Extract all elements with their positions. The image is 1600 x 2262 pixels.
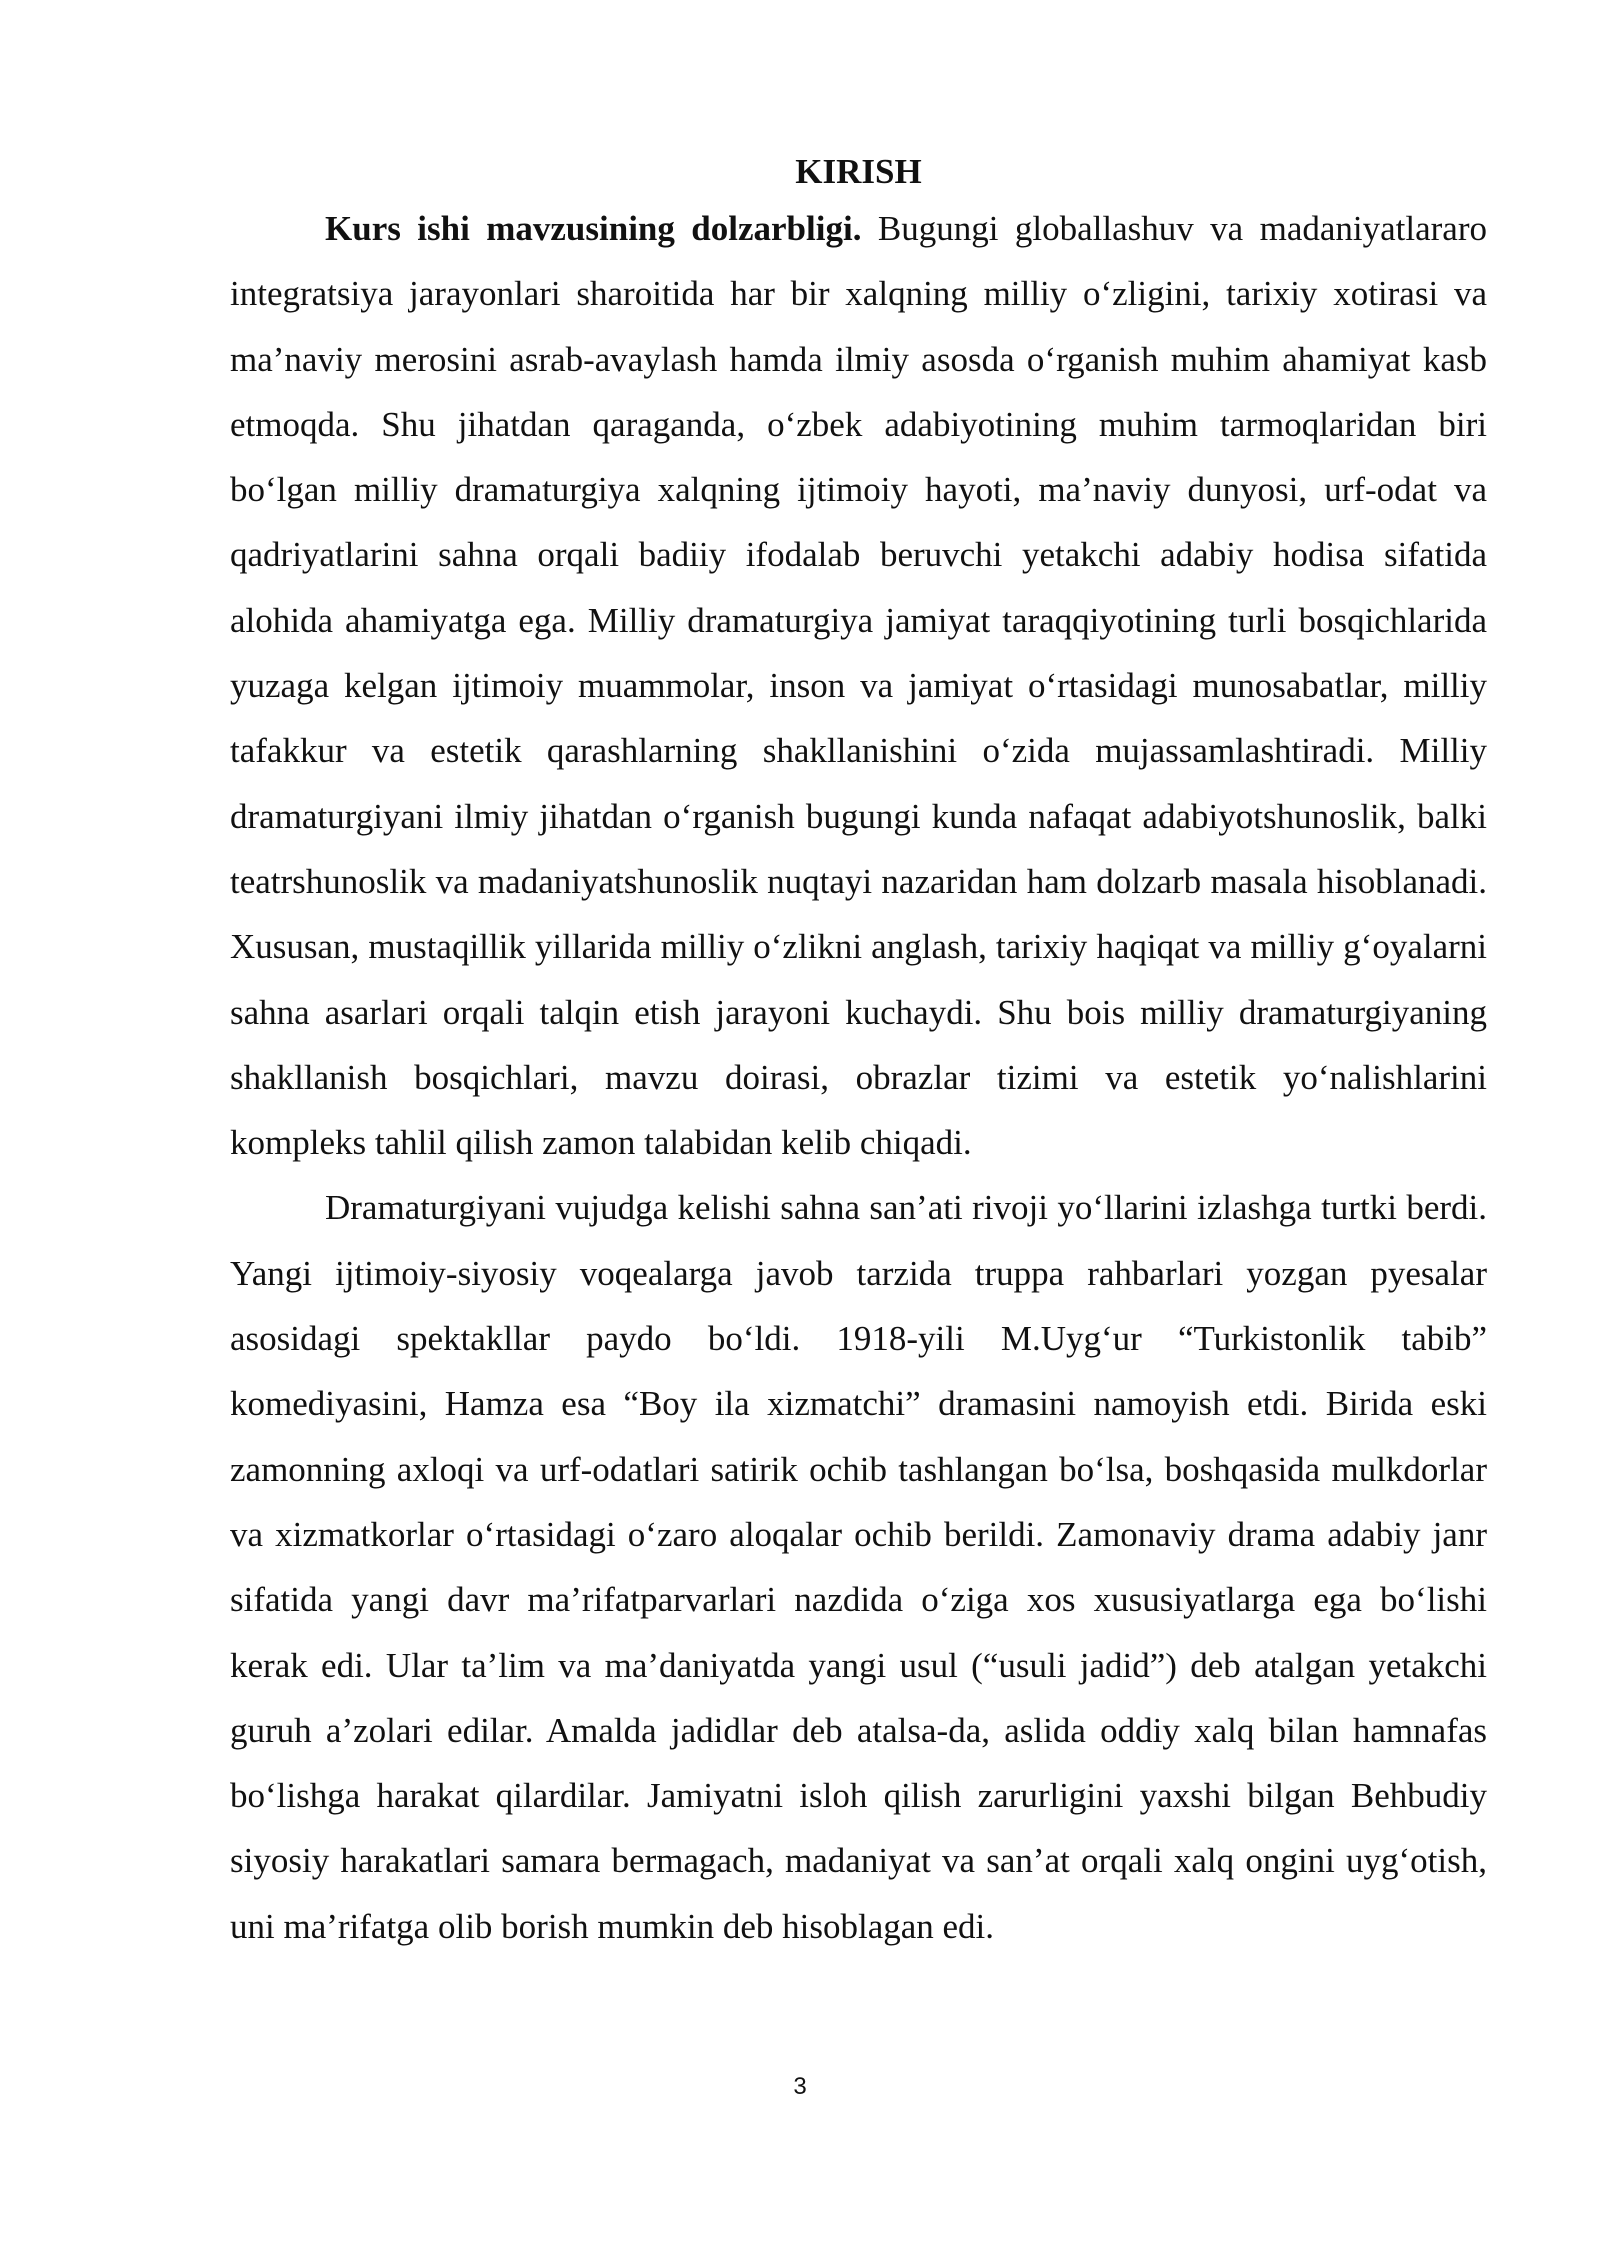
paragraph-relevance <box>230 196 1487 1175</box>
paragraph-lead: Kurs ishi mavzusining dolzarbligi. <box>325 209 862 248</box>
paragraph-dramaturgy <box>230 1175 1487 1959</box>
page-number: 3 <box>793 2073 807 2100</box>
paragraph-text: Dramaturgiyani vujudga kelishi sahna san’ati rivoji yo‘llarini izlashga turtki berdi. Yangi ijtimoiy-siyosiy voqealarga javob tarzida truppa rahbarlari yozgan pyesalar asosidagi spektakllar paydo bo‘ldi. 1918-yili M.Uyg‘ur “Turkistonlik tabib” komediyasini, Hamza esa “Boy ila xizmatchi” dramasini namoyish etdi. Birida eski zamonning axloqi va urf-odatlari satirik ochib tashlangan bo‘lsa, boshqasida mulkdorlar va xizmatkorlar o‘rtasidagi o‘zaro aloqalar ochib berildi. Zamonaviy drama adabiy janr sifatida yangi davr ma’rifatparvarlari nazdida o‘ziga xos xususiyatlarga ega bo‘lishi kerak edi. Ular ta’lim va ma’daniyatda yangi usul (“usuli jadid”) deb atalgan yetakchi guruh a’zolari edilar. Amalda jadidlar deb atalsa-da, aslida oddiy xalq bilan hamnafas bo‘lishga harakat qilardilar. Jamiyatni isloh qilish zarurligini yaxshi bilgan Behbudiy siyosiy harakatlari samara bermagach, madaniyat va san’at orqali xalq ongini uyg‘otish, uni ma’rifatga olib borish mumkin deb hisoblagan edi. <box>230 1188 1487 1946</box>
section-heading: KIRISH <box>795 152 922 191</box>
paragraph-text: Bugungi globallashuv va madaniyatlararo integratsiya jarayonlari sharoitida har bir xalqning milliy o‘zligini, tarixiy xotirasi va ma’naviy merosini asrab-avaylash hamda ilmiy asosda o‘rganish muhim ahamiyat kasb etmoqda. Shu jihatdan qaraganda, o‘zbek adabiyotining muhim tarmoqlaridan biri bo‘lgan milliy dramaturgiya xalqning ijtimoiy hayoti, ma’naviy dunyosi, urf-odat va qadriyatlarini sahna orqali badiiy ifodalab beruvchi yetakchi adabiy hodisa sifatida alohida ahamiyatga ega. Milliy dramaturgiya jamiyat taraqqiyotining turli bosqichlarida yuzaga kelgan ijtimoiy muammolar, inson va jamiyat o‘rtasidagi munosabatlar, milliy tafakkur va estetik qarashlarning shakllanishini o‘zida mujassamlashtiradi. Milliy dramaturgiyani ilmiy jihatdan o‘rganish bugungi kunda nafaqat adabiyotshunoslik, balki teatrshunoslik va madaniyatshunoslik nuqtayi nazaridan ham dolzarb masala hisoblanadi. Xususan, mustaqillik yillarida milliy o‘zlikni anglash, tarixiy haqiqat va milliy g‘oyalarni sahna asarlari orqali talqin etish jarayoni kuchaydi. Shu bois milliy dramaturgiyaning shakllanish bosqichlari, mavzu doirasi, obrazlar tizimi va estetik yo‘nalishlarini kompleks tahlil qilish zamon talabidan kelib chiqadi. <box>230 209 1487 1163</box>
document-page <box>230 152 1487 1959</box>
